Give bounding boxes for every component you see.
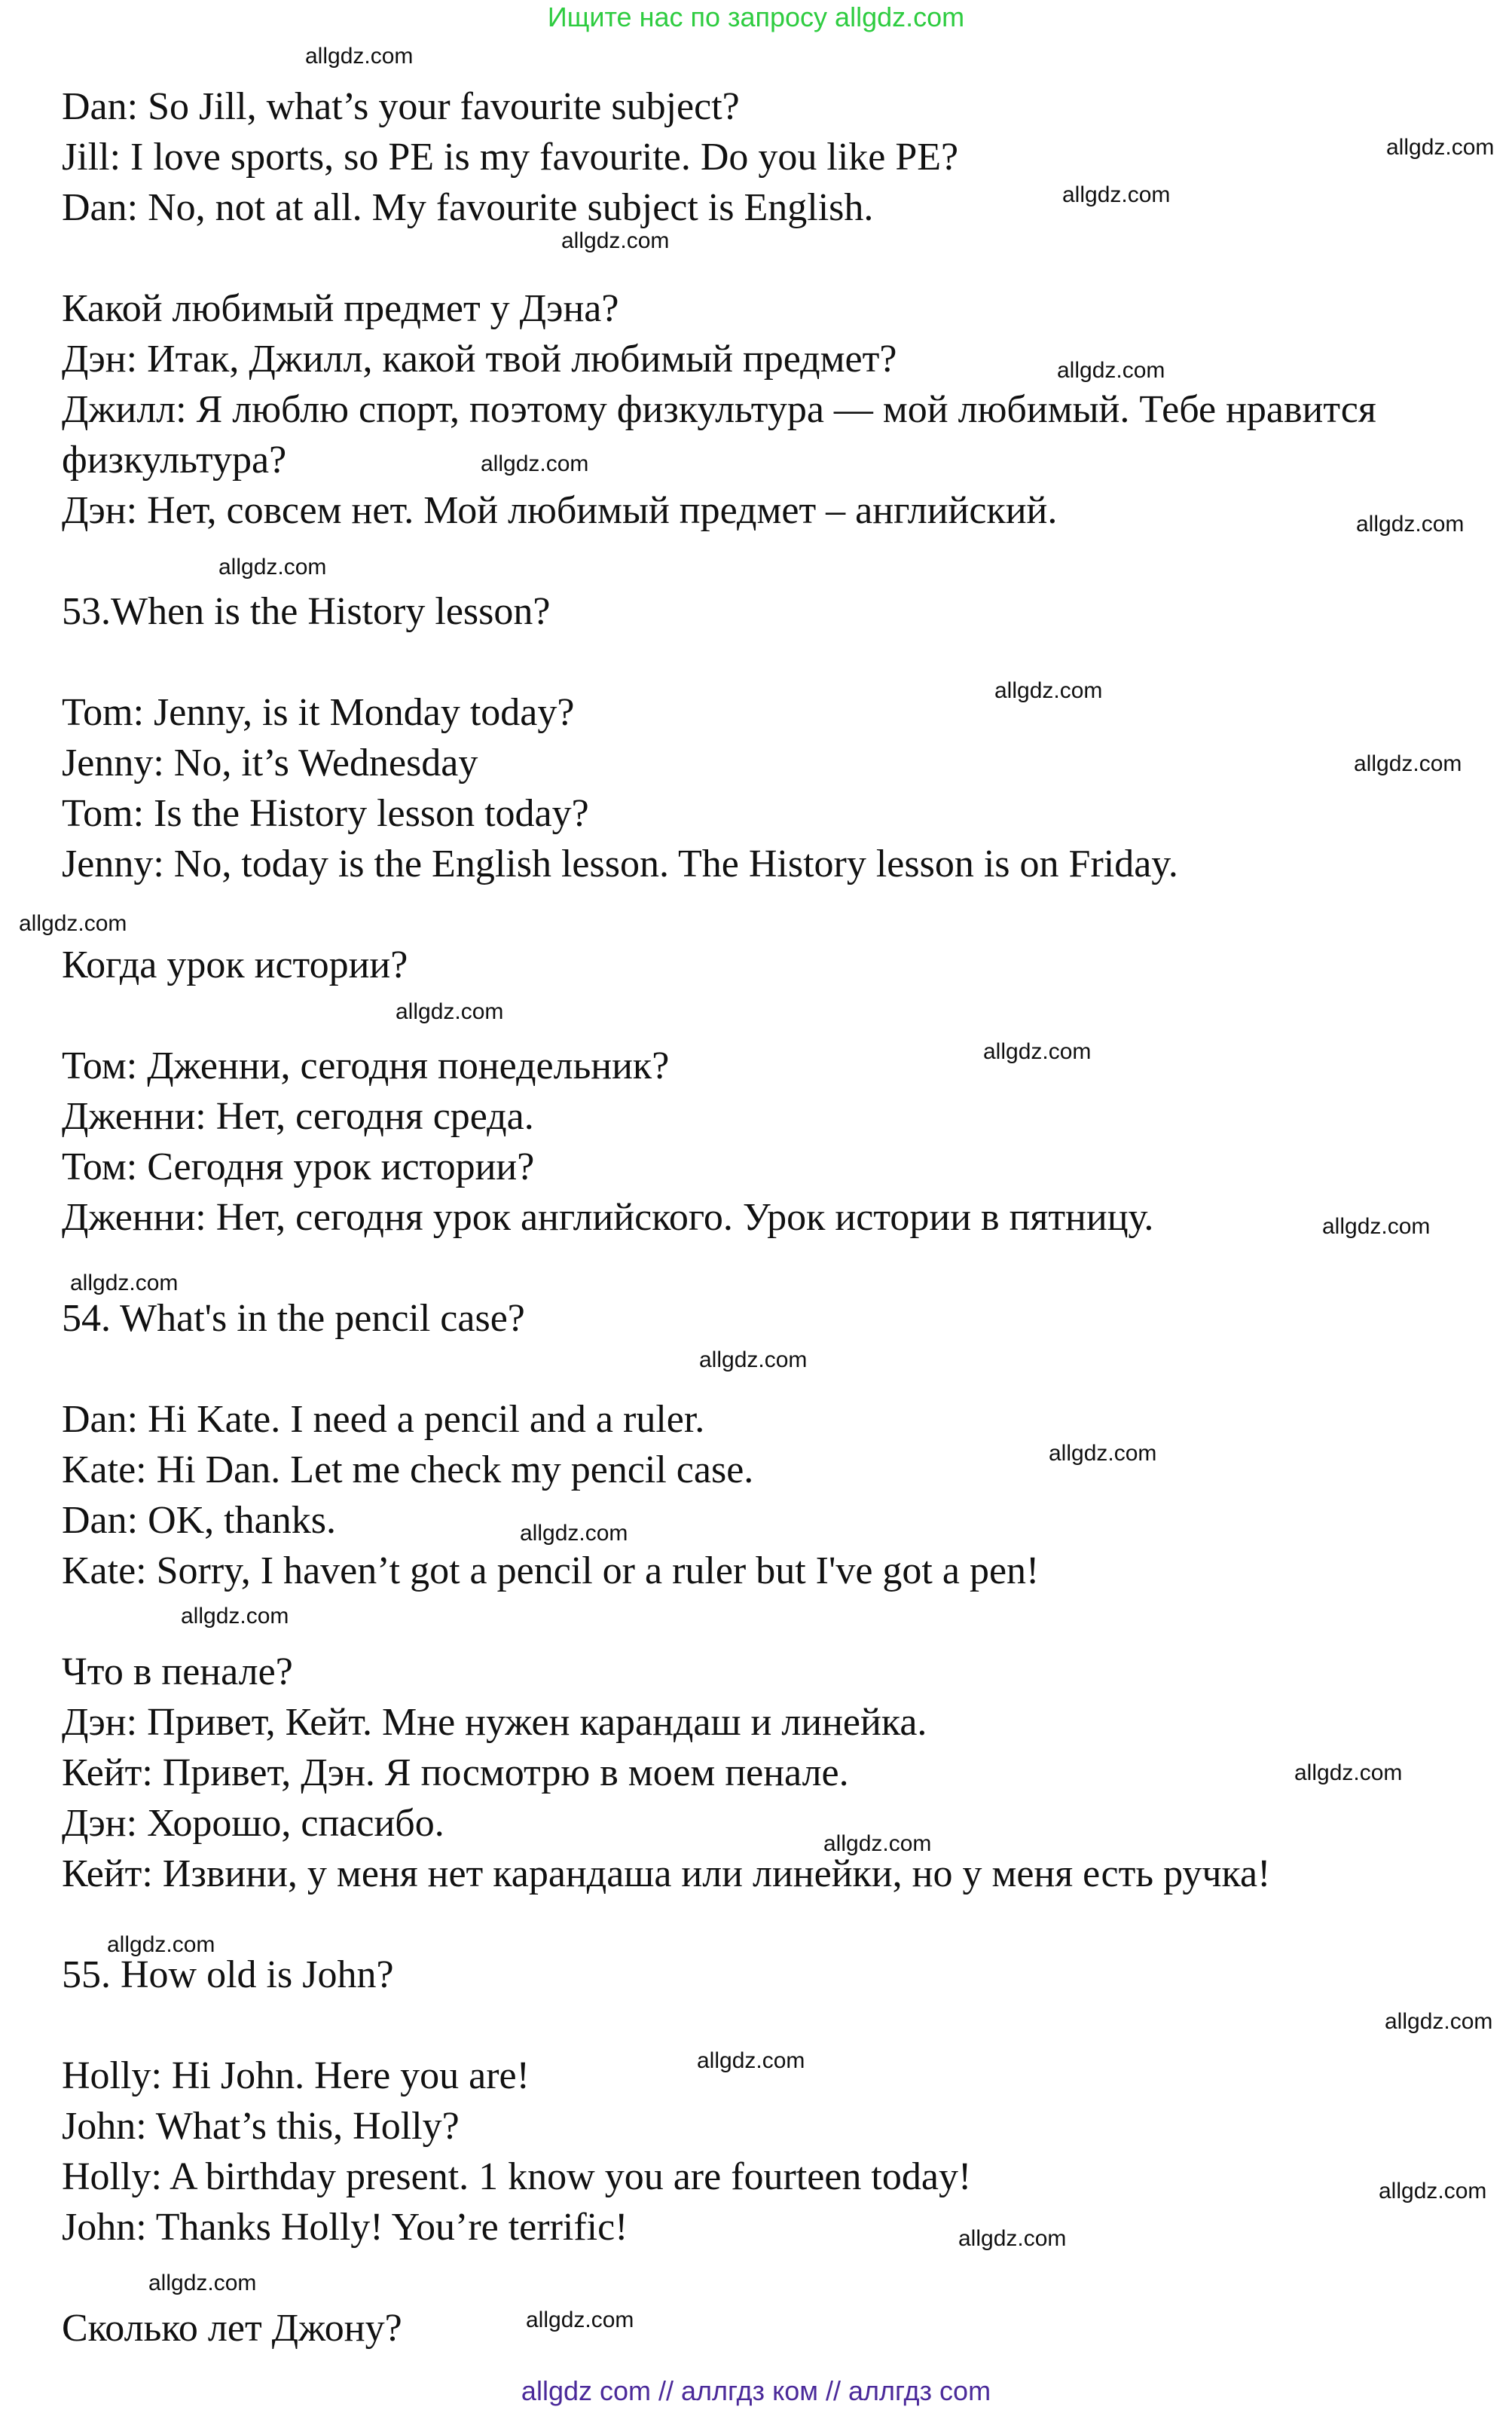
text-line: Dan: No, not at all. My favourite subject is English. <box>62 186 874 229</box>
text-line: Jenny: No, today is the English lesson. The History lesson is on Friday. <box>62 843 1178 885</box>
text-line: John: What’s this, Holly? <box>62 2105 460 2148</box>
watermark: allgdz.com <box>1356 512 1465 537</box>
text-line: Какой любимый предмет у Дэна? <box>62 287 619 330</box>
text-line: Кейт: Извини, у меня нет карандаша или линейки, но у меня есть ручка! <box>62 1852 1271 1895</box>
question-heading: 55. How old is John? <box>62 1953 394 1996</box>
text-line: Дэн: Итак, Джилл, какой твой любимый предмет? <box>62 338 897 381</box>
text-line: Дэн: Хорошо, спасибо. <box>62 1802 444 1845</box>
watermark: allgdz.com <box>958 2226 1067 2251</box>
text-line: Сколько лет Джону? <box>62 2307 402 2350</box>
watermark: allgdz.com <box>1062 182 1171 207</box>
watermark: allgdz.com <box>520 1521 628 1546</box>
watermark: allgdz.com <box>823 1831 932 1856</box>
text-line: John: Thanks Holly! You’re terrific! <box>62 2206 628 2249</box>
text-line: Дэн: Нет, совсем нет. Мой любимый предмет – английский. <box>62 489 1058 532</box>
watermark: allgdz.com <box>561 228 670 253</box>
text-line: Что в пенале? <box>62 1650 293 1693</box>
watermark: allgdz.com <box>396 999 504 1024</box>
text-line: Джилл: Я люблю спорт, поэтому физкультура — мой любимый. Тебе нравится <box>62 388 1376 431</box>
text-line: Дженни: Нет, сегодня среда. <box>62 1095 534 1138</box>
question-heading: 53.When is the History lesson? <box>62 590 551 633</box>
watermark: allgdz.com <box>1379 2179 1487 2204</box>
text-line: Tom: Jenny, is it Monday today? <box>62 691 575 734</box>
watermark: allgdz.com <box>70 1271 179 1295</box>
watermark: allgdz.com <box>526 2307 634 2332</box>
watermark: allgdz.com <box>1049 1441 1157 1466</box>
text-line: Holly: A birthday present. 1 know you are fourteen today! <box>62 2155 972 2198</box>
text-line: Tom: Is the History lesson today? <box>62 792 589 835</box>
watermark: allgdz.com <box>148 2271 257 2295</box>
text-line: физкультура? <box>62 439 287 482</box>
text-line: Том: Дженни, сегодня понедельник? <box>62 1044 670 1087</box>
text-line: Том: Сегодня урок истории? <box>62 1145 535 1188</box>
text-line: Holly: Hi John. Here you are! <box>62 2054 530 2097</box>
text-line: Kate: Sorry, I haven’t got a pencil or a ruler but I've got a pen! <box>62 1549 1040 1592</box>
watermark: allgdz.com <box>481 451 589 476</box>
watermark: allgdz.com <box>1057 358 1165 383</box>
watermark: allgdz.com <box>699 1347 808 1372</box>
question-heading: 54. What's in the pencil case? <box>62 1297 525 1340</box>
watermark: allgdz.com <box>1385 2009 1493 2034</box>
watermark: allgdz.com <box>1386 135 1495 160</box>
watermark: allgdz.com <box>218 555 327 580</box>
watermark: allgdz.com <box>107 1932 215 1957</box>
text-line: Дэн: Привет, Кейт. Мне нужен карандаш и линейка. <box>62 1701 927 1744</box>
watermark: allgdz.com <box>994 678 1103 703</box>
text-line: Jill: I love sports, so PE is my favourite. Do you like PE? <box>62 136 959 179</box>
text-line: Когда урок истории? <box>62 943 408 986</box>
watermark: allgdz.com <box>181 1604 289 1629</box>
watermark: allgdz.com <box>697 2048 805 2073</box>
footer-links: allgdz com // аллгдз ком // аллгдз com <box>521 2375 991 2406</box>
watermark: allgdz.com <box>1322 1214 1431 1239</box>
text-line: Jenny: No, it’s Wednesday <box>62 742 478 784</box>
top-banner: Ищите нас по запросу allgdz.com <box>547 2 965 32</box>
watermark: allgdz.com <box>19 911 127 936</box>
text-line: Dan: Hi Kate. I need a pencil and a ruler. <box>62 1398 705 1441</box>
watermark: allgdz.com <box>1294 1760 1403 1785</box>
text-line: Дженни: Нет, сегодня урок английского. Урок истории в пятницу. <box>62 1196 1154 1239</box>
text-line: Кейт: Привет, Дэн. Я посмотрю в моем пенале. <box>62 1751 849 1794</box>
text-line: Dan: So Jill, what’s your favourite subject? <box>62 85 740 128</box>
watermark: allgdz.com <box>983 1039 1092 1064</box>
text-line: Kate: Hi Dan. Let me check my pencil case. <box>62 1448 754 1491</box>
text-line: Dan: OK, thanks. <box>62 1499 336 1542</box>
watermark: allgdz.com <box>305 44 414 69</box>
watermark: allgdz.com <box>1354 751 1462 776</box>
